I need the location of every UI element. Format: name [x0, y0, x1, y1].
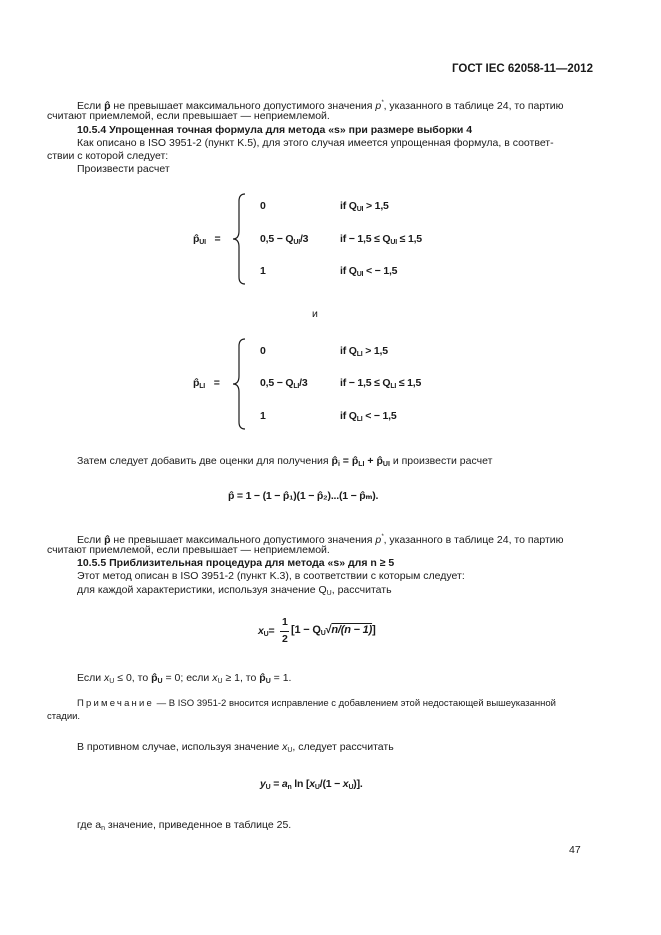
text: не превышает максимального допустимого значения	[113, 100, 373, 112]
text: не превышает максимального допустимого значения	[113, 534, 373, 546]
paragraph-acceptance-2-line2: считают приемлемой, если превышает — неприемлемой.	[47, 544, 330, 556]
text: if − 1,5 ≤ Q	[340, 377, 391, 389]
paragraph-combine-estimates	[77, 455, 492, 471]
p-hat-symbol: p̂	[104, 534, 111, 546]
text: /3	[299, 377, 308, 389]
formula-lhs	[193, 377, 220, 390]
formula-p-total: p̂ = 1 − (1 − p̂₁)(1 − p̂₂)...(1 − p̂ₘ).	[228, 490, 379, 502]
formula-row-value: 1	[260, 265, 266, 277]
text: =	[268, 625, 275, 637]
formula-lhs	[193, 233, 220, 246]
text: LI	[390, 383, 397, 390]
formula-row-condition	[340, 410, 397, 423]
paragraph-iso-reference-1-line2: ствии с которой следует:	[47, 150, 169, 162]
p-hat-symbol: p̂	[104, 100, 111, 112]
text: Примечание	[77, 698, 154, 709]
paragraph-boundary-cases: Если $x_U \le 0$, то $p̂_U = 0$; если $x_U \ge 1$, то $p̂_U = 1$.	[77, 672, 292, 685]
text: < − 1,5	[363, 265, 398, 277]
text: UI	[199, 239, 206, 246]
text: Если	[77, 100, 102, 112]
text: и произвести расчет	[392, 455, 493, 467]
inline-formula-p-i: $p̂_i$ = $p̂_{LI}$ + $p̂_{UI}$	[331, 455, 390, 468]
text: — В ISO 3951-2 вносится исправление с добавлением этой недостающей вышеуказанной	[156, 698, 556, 709]
text: , указанного в таблице 24, то партию	[383, 100, 564, 112]
formula-row-value: 0	[260, 200, 266, 212]
p-star-symbol: p*	[375, 100, 384, 112]
text: UI	[293, 239, 300, 246]
sqrt-icon: √	[325, 624, 332, 636]
text: > 1,5	[362, 345, 388, 357]
text: if Q	[340, 345, 357, 357]
fraction-bar	[280, 631, 289, 632]
paragraph-where	[77, 819, 291, 835]
text: Затем следует добавить две оценки для получения	[77, 455, 329, 467]
text: LI	[199, 383, 206, 390]
text: LI	[356, 351, 363, 358]
text: if − 1,5 ≤ Q	[340, 233, 391, 245]
text: U	[320, 630, 326, 637]
text: 0,5 − Q	[260, 233, 294, 245]
paragraph-otherwise	[77, 741, 394, 757]
text: =	[214, 233, 221, 245]
fraction-denominator: 2	[282, 633, 288, 645]
formula-row-condition	[340, 377, 421, 390]
text: ≤ 1,5	[396, 233, 422, 245]
text: < − 1,5	[362, 410, 397, 422]
paragraph-characteristic	[77, 584, 392, 600]
text: U	[263, 631, 269, 638]
text: LI	[293, 383, 300, 390]
formula-row-value: 0	[260, 345, 266, 357]
text: p̂	[193, 377, 200, 389]
text: , рассчитать	[331, 584, 392, 596]
symbol-sub: n	[101, 825, 105, 832]
text: /3	[299, 233, 309, 245]
text: LI	[356, 416, 363, 423]
note-block-line2: стадии.	[47, 711, 81, 722]
text: p̂	[193, 233, 200, 245]
text: , указанного в таблице 24, то партию	[383, 534, 564, 546]
text: x	[258, 625, 264, 637]
text: 0,5 − Q	[260, 377, 294, 389]
section-heading-10-5-4: 10.5.4 Упрощенная точная формула для метода «s» при размере выборки 4	[77, 124, 473, 136]
formula-lhs	[258, 625, 274, 638]
paragraph-acceptance-1-line2: считают приемлемой, если превышает — неприемлемой.	[47, 110, 330, 122]
formula-row-value	[260, 377, 308, 390]
page-number: 47	[569, 844, 581, 856]
formula-bracket-body: $[1 - Q_U√n/(n - 1)]$	[291, 624, 376, 637]
symbol-sub: U	[287, 747, 293, 754]
text: где a	[77, 819, 102, 831]
formula-row-condition	[340, 265, 397, 278]
formula-row-condition	[340, 345, 388, 358]
text: В противном случае, используя значение	[77, 741, 280, 753]
symbol-x: x	[282, 741, 288, 753]
text: if Q	[340, 410, 357, 422]
text: 1 − Q	[294, 624, 321, 636]
text: ≤ 1,5	[396, 377, 422, 389]
text: > 1,5	[363, 200, 389, 212]
text: if Q	[340, 265, 357, 277]
formula-row-value: 1	[260, 410, 266, 422]
text: UI	[356, 271, 364, 278]
text: =	[213, 377, 220, 389]
fraction-numerator: 1	[282, 616, 288, 628]
conjunction-and: и	[312, 308, 318, 320]
formula-y-u: $y_U = a_n$ $\ln [x_U/(1 - x_U)]$.	[260, 778, 363, 791]
text: UI	[390, 239, 397, 246]
left-brace-icon	[232, 193, 248, 285]
left-brace-icon	[232, 338, 248, 430]
formula-row-value	[260, 233, 308, 246]
text: для каждой характеристики, используя значение Q	[77, 584, 327, 596]
paragraph-compute: Произвести расчет	[77, 163, 170, 175]
text: if Q	[340, 200, 357, 212]
p-star-symbol: p*	[375, 534, 384, 546]
formula-row-condition	[340, 233, 422, 246]
note-block	[77, 697, 556, 710]
text: n/(n − 1)	[331, 624, 373, 636]
text: Если	[77, 534, 102, 546]
section-heading-10-5-5: 10.5.5 Приблизительная процедура для метода «s» для n ≥ 5	[77, 557, 395, 569]
paragraph-iso-reference-1: Как описано в ISO 3951-2 (пункт K.5), для этого случая имеется упрощенная формула, в соответ-	[77, 137, 554, 149]
text: , следует рассчитать	[292, 741, 394, 753]
text: U	[326, 590, 332, 597]
formula-row-condition	[340, 200, 389, 213]
paragraph-iso-reference-2: Этот метод описан в ISO 3951-2 (пункт K.3), в соответствии с которым следует:	[77, 570, 465, 582]
text: UI	[356, 206, 364, 213]
text: значение, приведенное в таблице 25.	[107, 819, 292, 831]
document-standard-header: ГОСТ IEC 62058-11—2012	[452, 63, 593, 75]
